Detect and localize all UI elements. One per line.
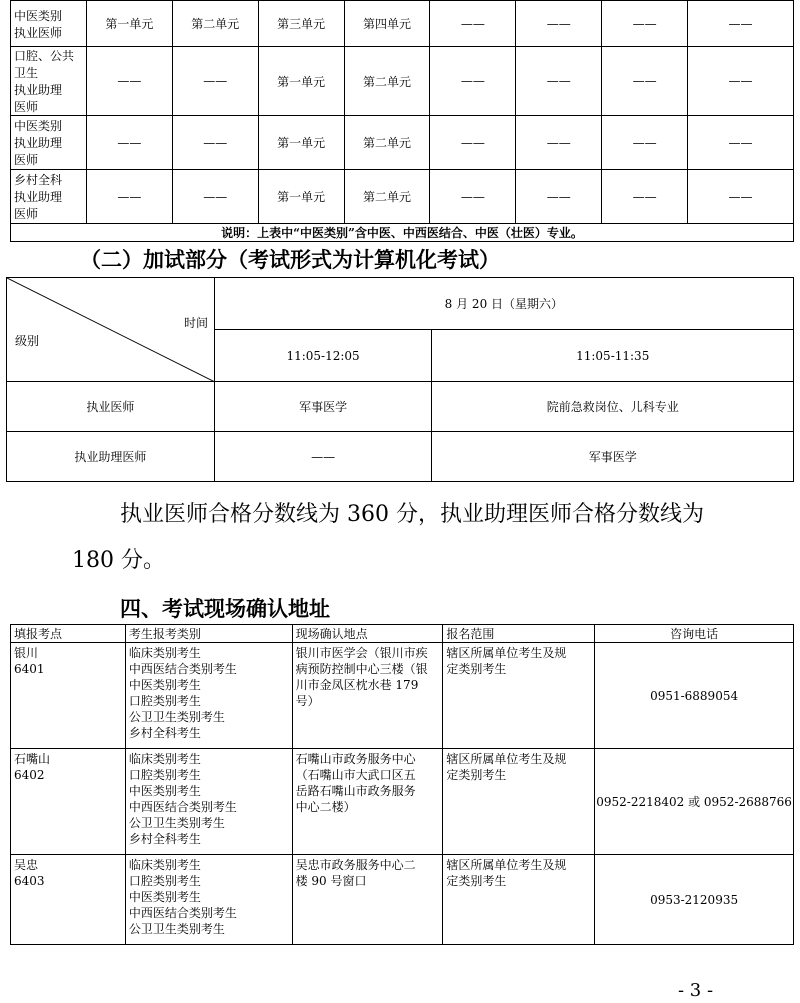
unit-cell: —— <box>516 170 602 224</box>
exam-date: 8 月 20 日（星期六） <box>214 278 793 330</box>
table-row <box>11 47 794 116</box>
table-row <box>11 749 794 855</box>
unit-cell: —— <box>430 47 516 116</box>
column-header: 填报考点 <box>11 625 126 643</box>
table-row <box>11 116 794 170</box>
unit-cell: —— <box>688 170 794 224</box>
scope-cell: 辖区所属单位考生及规 定类别考生 <box>443 749 595 855</box>
level-assistant-physician: 执业助理医师 <box>7 432 215 482</box>
site-cell: 石嘴山 6402 <box>11 749 126 855</box>
unit-cell: —— <box>86 116 172 170</box>
unit-cell: —— <box>172 47 258 116</box>
scope-cell: 辖区所属单位考生及规 定类别考生 <box>443 643 595 749</box>
site-cell: 吴忠 6403 <box>11 855 126 945</box>
unit-cell: 第四单元 <box>344 1 430 47</box>
unit-cell: —— <box>516 47 602 116</box>
unit-cell: —— <box>688 47 794 116</box>
page-number: - 3 - <box>678 980 714 1001</box>
category-cell: 中医类别 执业助理 医师 <box>11 116 87 170</box>
unit-cell: 第二单元 <box>172 1 258 47</box>
location-cell: 吴忠市政务服务中心二 楼 90 号窗口 <box>292 855 443 945</box>
unit-cell: —— <box>602 47 688 116</box>
location-cell: 银川市医学会（银川市疾 病预防控制中心三楼（银 川市金凤区枕水巷 179 号） <box>292 643 443 749</box>
unit-cell: 第一单元 <box>86 1 172 47</box>
extra-subject: 军事医学 <box>214 382 432 432</box>
unit-cell: —— <box>602 1 688 47</box>
column-header: 报名范围 <box>443 625 595 643</box>
level-practicing-physician: 执业医师 <box>7 382 215 432</box>
column-header: 考生报考类别 <box>125 625 292 643</box>
unit-cell: —— <box>430 116 516 170</box>
passing-score-line-2: 180 分。 <box>72 548 165 573</box>
phone-cell: 0953-2120935 <box>595 855 794 945</box>
unit-cell: —— <box>516 116 602 170</box>
section-heading-sites: 四、考试现场确认地址 <box>120 596 330 621</box>
confirmation-sites-table <box>10 624 794 945</box>
table-row <box>11 170 794 224</box>
table-note: 说明：上表中“中医类别”含中医、中西医结合、中医（壮医）专业。 <box>11 224 794 242</box>
unit-cell: —— <box>86 47 172 116</box>
extra-exam-table <box>6 277 794 482</box>
categories-cell: 临床类别考生 口腔类别考生 中医类别考生 中西医结合类别考生 公卫卫生类别考生 乡村全科考生 <box>125 749 292 855</box>
unit-cell: —— <box>86 170 172 224</box>
column-header: 咨询电话 <box>595 625 794 643</box>
phone-cell: 0951-6889054 <box>595 643 794 749</box>
unit-cell: 第二单元 <box>344 47 430 116</box>
table-row <box>11 643 794 749</box>
table-row <box>11 855 794 945</box>
site-cell: 银川 6401 <box>11 643 126 749</box>
category-cell: 中医类别 执业医师 <box>11 1 87 47</box>
unit-cell: 第一单元 <box>258 47 344 116</box>
unit-cell: —— <box>602 170 688 224</box>
unit-cell: —— <box>172 116 258 170</box>
unit-cell: —— <box>688 116 794 170</box>
category-cell: 乡村全科 执业助理 医师 <box>11 170 87 224</box>
unit-cell: —— <box>430 1 516 47</box>
unit-cell: —— <box>172 170 258 224</box>
time-slot-1: 11:05-12:05 <box>214 330 432 382</box>
unit-cell: —— <box>516 1 602 47</box>
unit-cell: 第一单元 <box>258 170 344 224</box>
unit-cell: —— <box>688 1 794 47</box>
exam-schedule-table <box>10 0 794 242</box>
phone-cell: 0952-2218402 或 0952-2688766 <box>595 749 794 855</box>
unit-cell: —— <box>430 170 516 224</box>
unit-cell: —— <box>602 116 688 170</box>
scope-cell: 辖区所属单位考生及规 定类别考生 <box>443 855 595 945</box>
unit-cell: 第一单元 <box>258 116 344 170</box>
categories-cell: 临床类别考生 口腔类别考生 中医类别考生 中西医结合类别考生 公卫卫生类别考生 <box>125 855 292 945</box>
table-row <box>11 1 794 47</box>
unit-cell: 第二单元 <box>344 170 430 224</box>
categories-cell: 临床类别考生 中西医结合类别考生 中医类别考生 口腔类别考生 公卫卫生类别考生 乡村全科考生 <box>125 643 292 749</box>
extra-subject: 院前急救岗位、儿科专业 <box>432 382 794 432</box>
passing-score-line-1: 执业医师合格分数线为 360 分，执业助理医师合格分数线为 <box>120 502 704 527</box>
header-diagonal-cell <box>7 278 215 382</box>
extra-subject: 军事医学 <box>432 432 794 482</box>
category-cell: 口腔、公共 卫生 执业助理 医师 <box>11 47 87 116</box>
location-cell: 石嘴山市政务服务中心 （石嘴山市大武口区五 岳路石嘴山市政务服务 中心二楼） <box>292 749 443 855</box>
time-label: 时间 <box>184 316 209 330</box>
diagonal-line <box>7 278 215 382</box>
unit-cell: 第二单元 <box>344 116 430 170</box>
level-label: 级别 <box>15 334 40 348</box>
column-header: 现场确认地点 <box>292 625 443 643</box>
time-slot-2: 11:05-11:35 <box>432 330 794 382</box>
section-heading-extra-exam: （二）加试部分（考试形式为计算机化考试） <box>80 247 500 272</box>
extra-subject: —— <box>214 432 432 482</box>
unit-cell: 第三单元 <box>258 1 344 47</box>
